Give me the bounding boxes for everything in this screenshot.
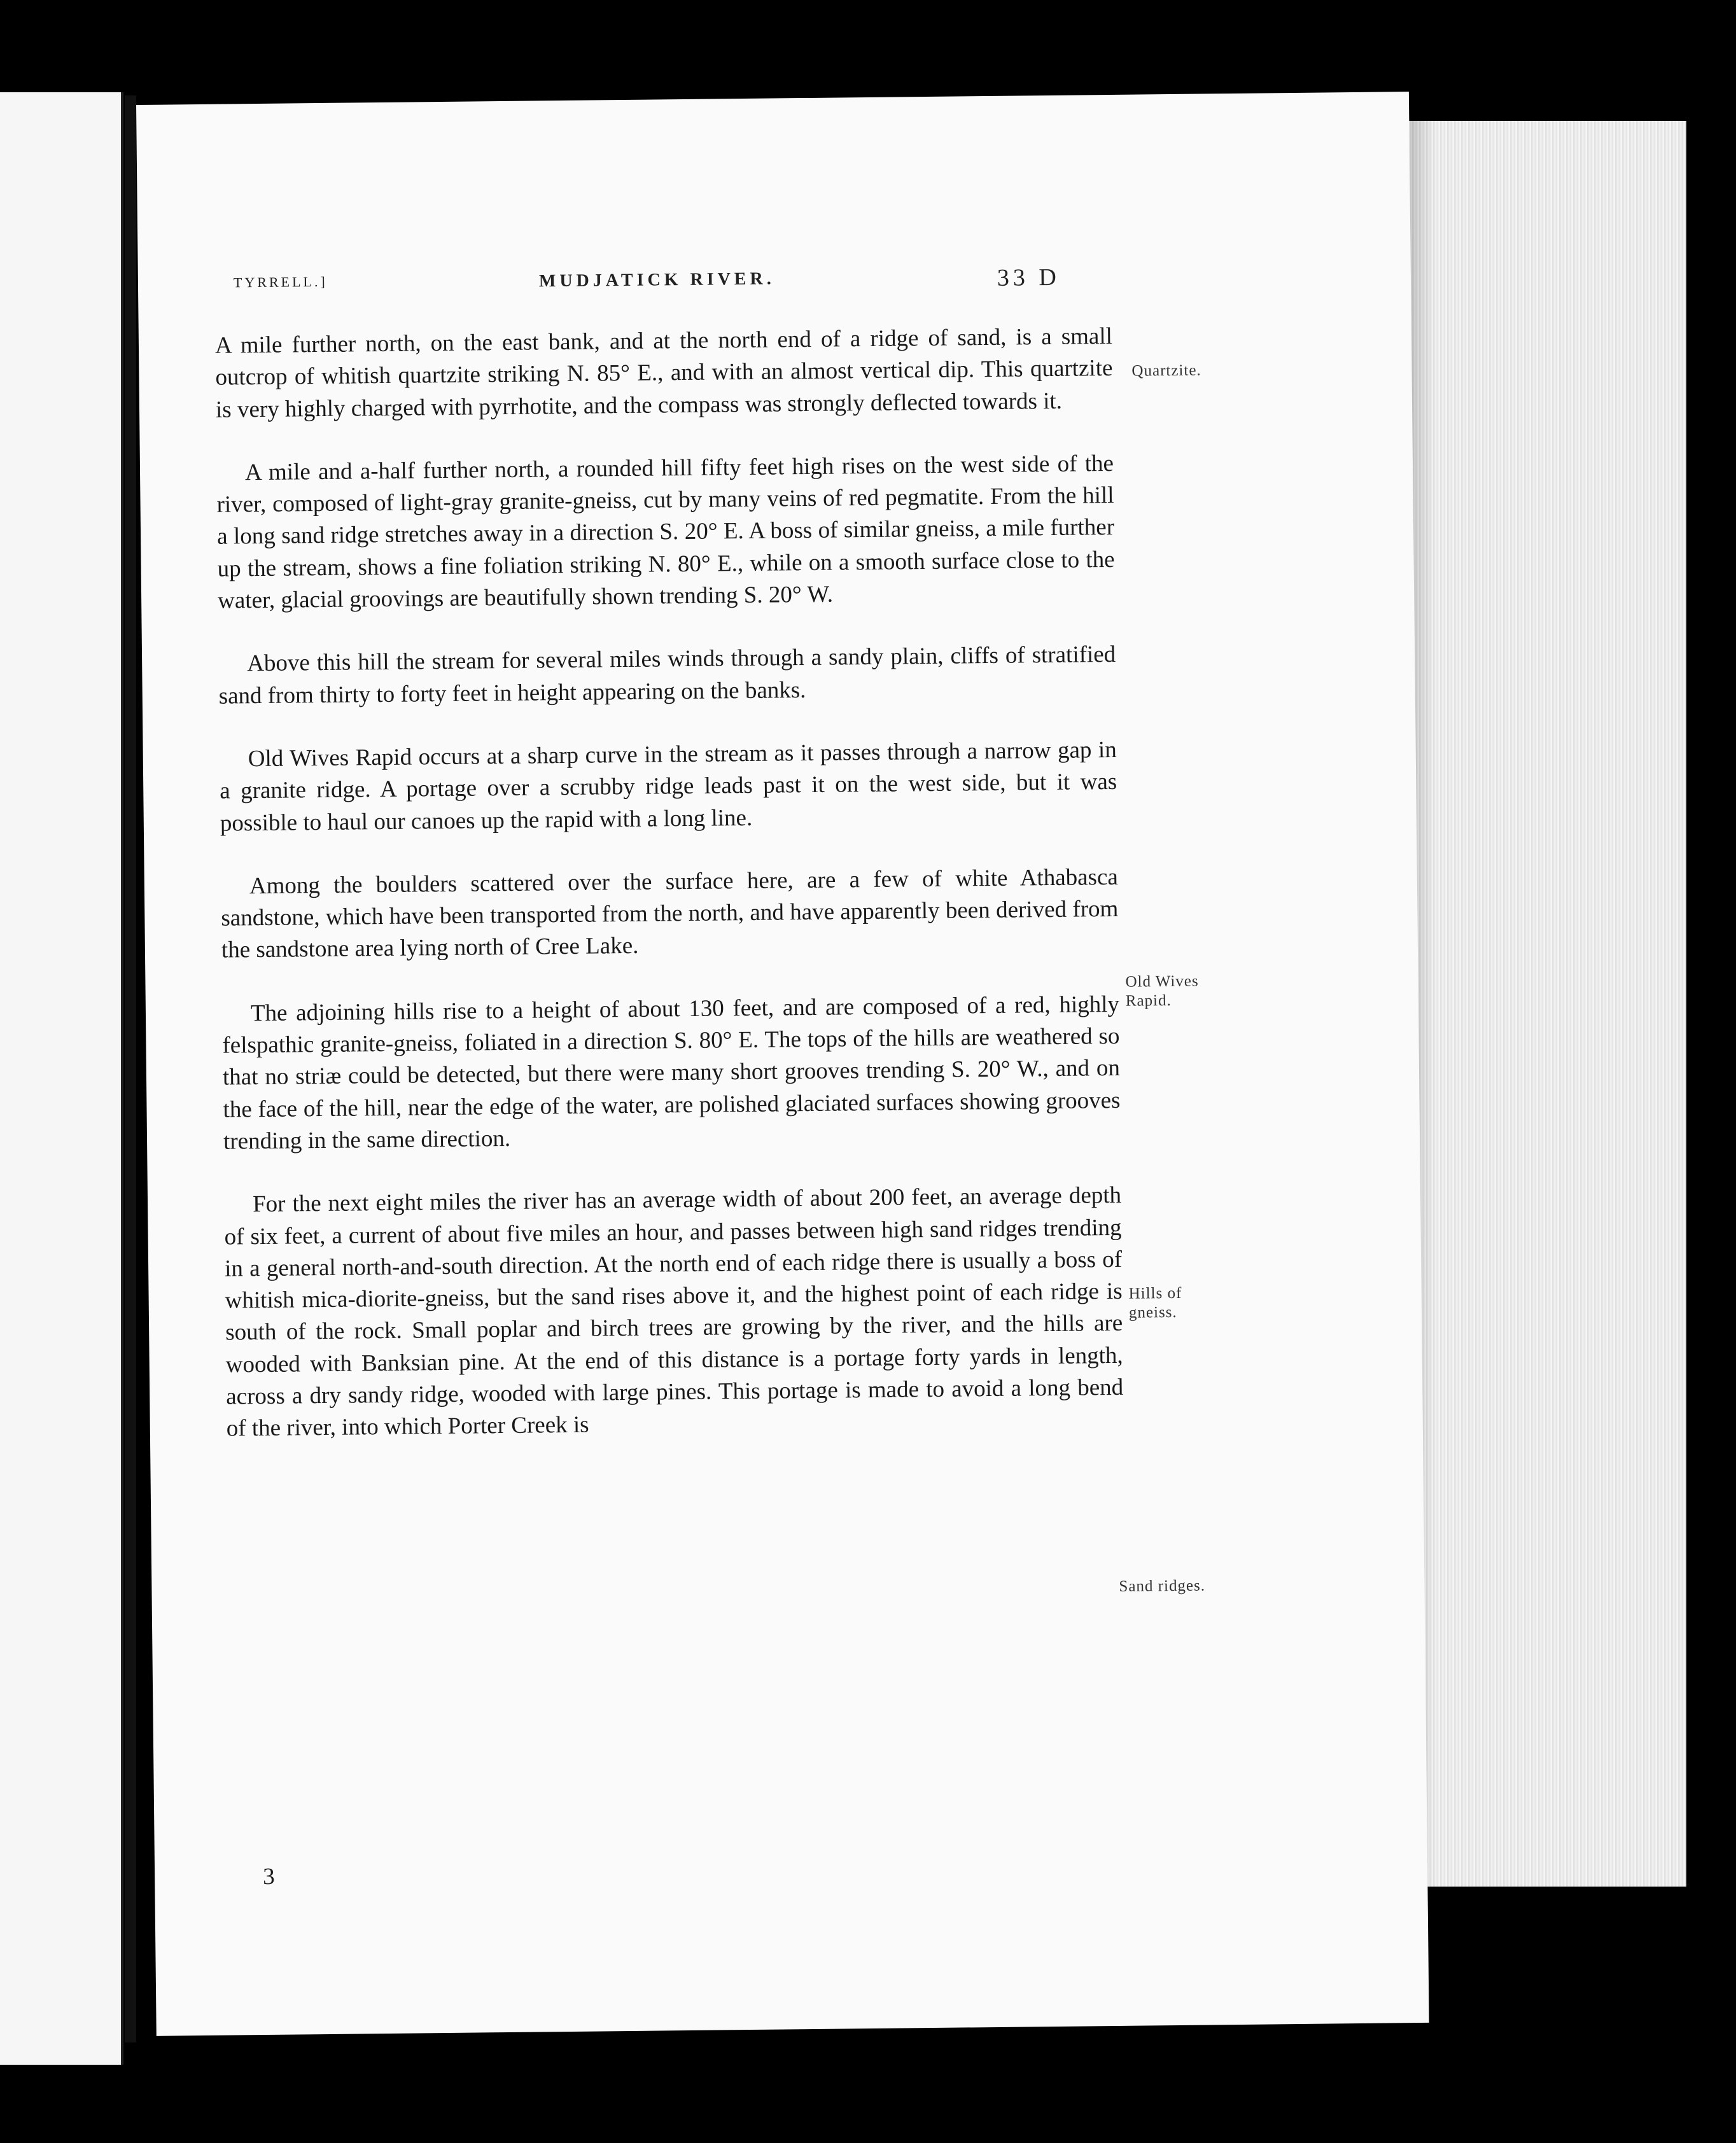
- paragraph: A mile and a-half further north, a rounded hill fifty feet high rises on the west side of the river, composed of light-gray granite-gneiss, cut by many veins of red pegmatite. From the hill a long sand ridge stretches away in a direction S. 20° E. A boss of similar gneiss, a mile further up the stream, shows a fine foliation striking N. 80° E., while on a smooth surface close to the water, glacial groovings are beautifully shown trending S. 20° W.: [216, 450, 1115, 614]
- facing-page: [0, 92, 123, 2065]
- sidenote-sand-ridges: Sand ridges.: [1119, 1577, 1206, 1595]
- page-number: 33 D: [997, 263, 1061, 291]
- sidenote-old-wives-rapid: Old Wives Rapid.: [1125, 972, 1199, 1010]
- paragraph: Old Wives Rapid occurs at a sharp curve in the stream as it passes through a narrow gap in a granite ridge. A portage over a scrubby ridge leads past it on the west side, but it was possible to haul our canoes up the rapid with a long line.: [220, 736, 1117, 837]
- page-header: [138, 262, 1411, 314]
- paragraph: Above this hill the stream for several miles winds through a sandy plain, cliffs of stratified sand from thirty to forty feet in height appearing on the banks.: [218, 641, 1116, 709]
- book-page: [136, 92, 1429, 2036]
- sidenote-hills-of-gneiss: Hills of gneiss.: [1128, 1284, 1182, 1322]
- body-text: [215, 321, 1124, 1476]
- paragraph: For the next eight miles the river has an average width of about 200 feet, an average depth of six feet, a current of about five miles an hour, and passes between high sand ridges trending in a general north-and-south direction. At the north end of each ridge there is usually a boss of whitish mica-diorite-gneiss, but the sand rises above it, and the highest point of each ridge is south of the rock. Small poplar and birch trees are growing by the river, and the hills are wooded with Banksian pine. At the end of this distance is a portage forty yards in length, across a dry sandy ridge, wooded with large pines. This portage is made to avoid a long bend of the river, into which Porter Creek is: [224, 1182, 1124, 1442]
- paragraph: A mile further north, on the east bank, and at the north end of a ridge of sand, is a small outcrop of whitish quartzite striking N. 85° E., and with an almost vertical dip. This quartzite is very highly charged with pyrrhotite, and the compass was strongly deflected towards it.: [214, 323, 1113, 423]
- sidenote-quartzite: Quartzite.: [1131, 361, 1201, 380]
- paragraph: Among the boulders scattered over the surface here, are a few of white Athabasca sandstone, which have been transported from the north, and have apparently been derived from the sandstone area lying north of Cree Lake.: [221, 863, 1119, 964]
- running-title: MUDJATICK RIVER.: [538, 269, 775, 291]
- book-gutter: [125, 95, 136, 2042]
- signature-mark: 3: [262, 1863, 275, 1890]
- running-author: TYRRELL.]: [233, 273, 328, 291]
- paragraph: The adjoining hills rise to a height of about 130 feet, and are composed of a red, highly felspathic granite-gneiss, foliated in a direction S. 80° E. The tops of the hills are weathered so that no striæ could be detected, but there were many short grooves trending S. 20° W., and on the face of the hill, near the edge of the water, are polished glaciated surfaces showing grooves trending in the same direction.: [222, 991, 1121, 1155]
- page-edges: [1394, 121, 1686, 1887]
